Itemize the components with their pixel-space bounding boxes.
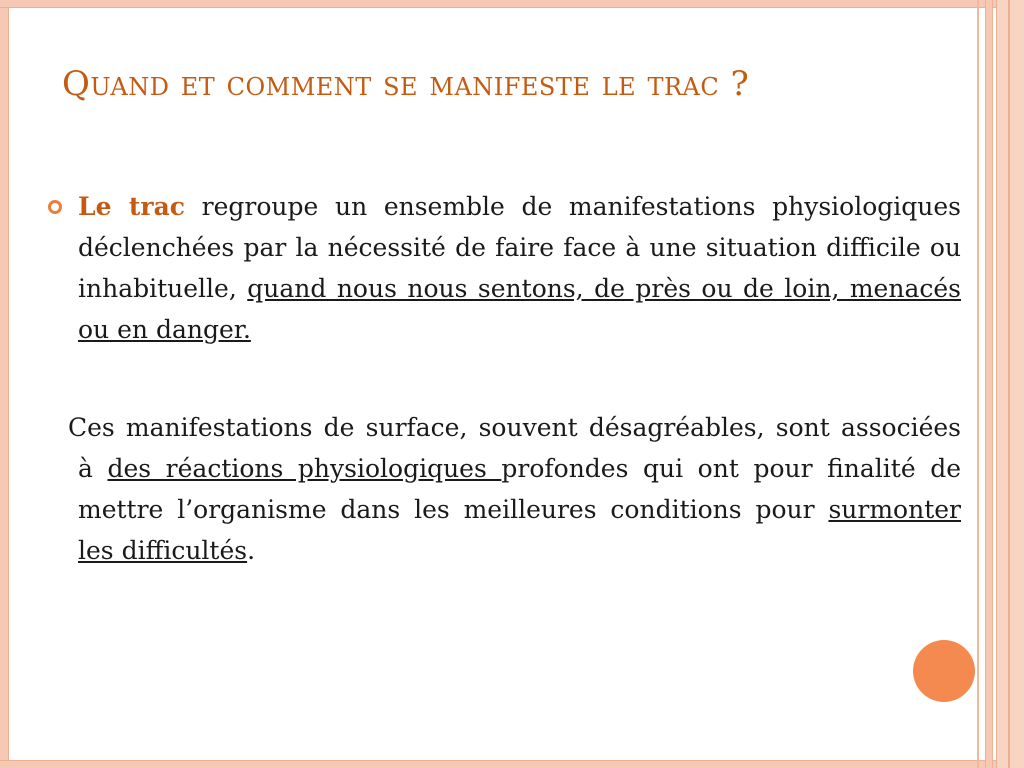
hollow-circle-bullet-icon xyxy=(48,200,62,214)
right-stripe xyxy=(996,0,1024,768)
paragraph-text: . xyxy=(247,536,256,565)
orange-circle-icon xyxy=(913,640,975,702)
paragraph-text: profondes qui ont pour finalité de mettre l’organisme dans les meilleures conditions pour xyxy=(78,454,961,524)
paragraph-text: Ces manifestations de surface, souvent désagréables, sont associées à xyxy=(68,413,961,483)
frame-left-border xyxy=(0,0,9,768)
frame-top-border xyxy=(0,0,1024,8)
paragraph-definition xyxy=(78,186,961,350)
lead-term: Le trac xyxy=(78,192,186,221)
right-stripe xyxy=(977,0,979,768)
underlined-text: surmonter les difficultés xyxy=(78,495,961,565)
right-stripe xyxy=(1008,0,1010,768)
paragraph-text: regroupe un ensemble de manifestations physiologiques déclenchées par la nécessité de faire face à une situation difficile ou inhabituelle, xyxy=(78,192,962,303)
paragraph-manifestations xyxy=(68,407,961,571)
underlined-text: quand nous nous sentons, de près ou de loin, menacés ou en danger. xyxy=(78,274,961,344)
slide-title: Quand et comment se manifeste le trac ? xyxy=(62,64,750,104)
underlined-text: des réactions physiologiques xyxy=(107,454,502,483)
right-stripe xyxy=(985,0,993,768)
frame-bottom-border xyxy=(0,760,1024,768)
